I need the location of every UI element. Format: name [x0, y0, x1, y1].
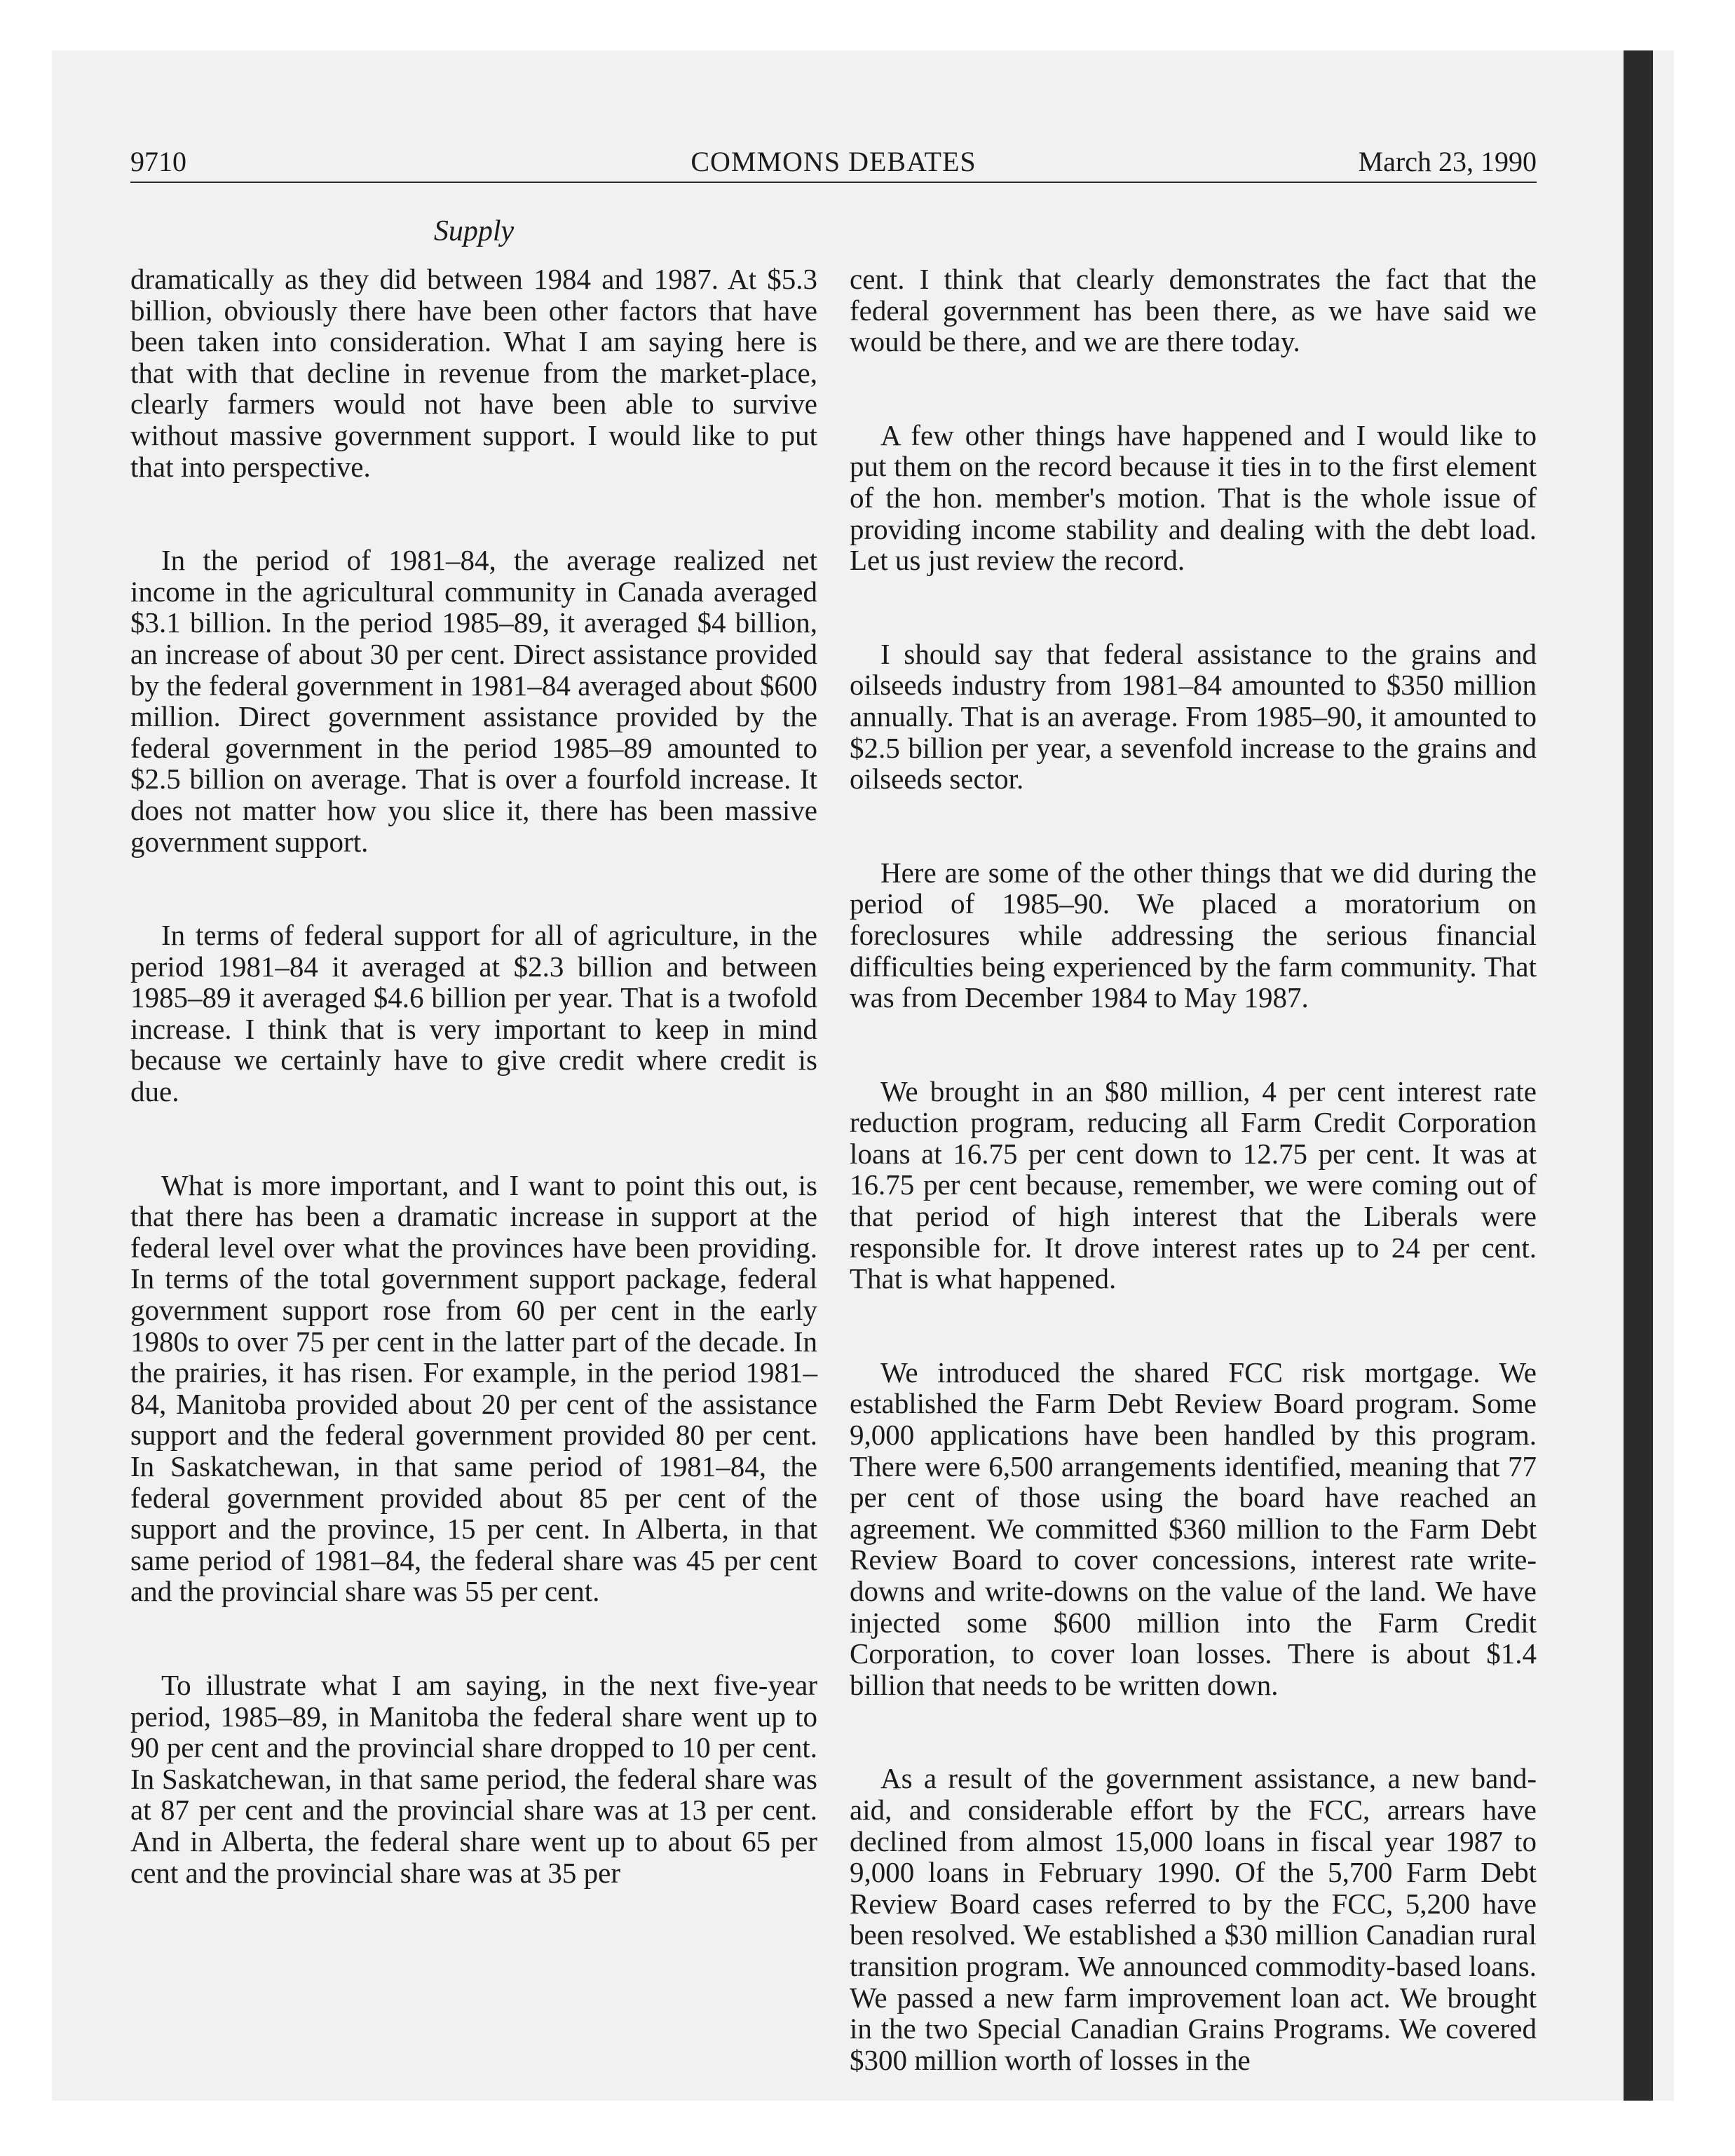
paragraph: A few other things have happened and I would like to put them on the record because it ties in to the first element of the hon. member's motion. That is the whole issue of providing income stability and dealing with the debt load. Let us just review the record. [850, 418, 1537, 577]
paragraph: What is more important, and I want to point this out, is that there has been a dramatic increase in support at the federal level over what the provinces have been providing. In terms of the total government support package, federal government support rose from 60 per cent in the early 1980s to over 75 per cent in the latter part of the decade. In the prairies, it has risen. For example, in the period 1981–84, Manitoba provided about 20 per cent of the assistance support and the federal government provided 80 per cent. In Saskatchewan, in that same period of 1981–84, the federal government provided about 85 per cent of the support and the province, 15 per cent. In Alberta, in that same period of 1981–84, the federal share was 45 per cent and the provincial share was 55 per cent. [130, 1168, 817, 1608]
paragraph: dramatically as they did between 1984 and 1987. At $5.3 billion, obviously there have been other factors that have been taken into consideration. What I am saying here is that with that decline in revenue from the market-place, clearly farmers would not have been able to survive without massive government support. I would like to put that into perspective. [130, 263, 817, 483]
paragraph: As a result of the government assistance, a new band-aid, and considerable effort by the FCC, arrears have declined from almost 15,000 loans in fiscal year 1987 to 9,000 loans in February 1990. Of the 5,700 Farm Debt Review Board cases referred to by the FCC, 5,200 have been resolved. We established a $30 million Canadian rural transition program. We announced commodity-based loans. We passed a new farm improvement loan act. We brought in the two Special Canadian Grains Programs. We covered $300 million worth of losses in the [850, 1762, 1537, 2076]
paragraph: We introduced the shared FCC risk mortgage. We established the Farm Debt Review Board program. Some 9,000 applications have been handled by this program. There were 6,500 arrangements identified, meaning that 77 per cent of those using the board have reached an agreement. We committed $360 million to the Farm Debt Review Board to cover concessions, interest rate write-downs and write-downs on the value of the land. We have injected some $600 million into the Farm Credit Corporation, to cover loan losses. There is about $1.4 billion that needs to be written down. [850, 1356, 1537, 1701]
section-title: Supply [433, 215, 515, 247]
page-number: 9710 [130, 146, 186, 177]
paragraph: We brought in an $80 million, 4 per cent interest rate reduction program, reducing all Farm Credit Corporation loans at 16.75 per cent down to 12.75 per cent. It was at 16.75 per cent because, remember, we were coming out of that period of high interest that the Liberals were responsible for. It drove interest rates up to 24 per cent. That is what happened. [850, 1074, 1537, 1295]
paragraph: cent. I think that clearly demonstrates the fact that the federal government has been there, as we have said we would be there, and we are there today. [850, 263, 1537, 358]
paragraph: In terms of federal support for all of agriculture, in the period 1981–84 it averaged at $2.3 billion and between 1985–89 it averaged $4.6 billion per year. That is a twofold increase. I think that is very important to keep in mind because we certainly have to give credit where credit is due. [130, 919, 817, 1108]
publication-title: COMMONS DEBATES [690, 146, 977, 177]
binding-edge [1624, 50, 1653, 2101]
left-column [130, 264, 817, 1888]
paragraph: In the period of 1981–84, the average realized net income in the agricultural community in Canada averaged $3.1 billion. In the period 1985–89, it averaged $4 billion, an increase of about 30 per cent. Direct assistance provided by the federal government in 1981–84 averaged about $600 million. Direct government assistance provided by the federal government in the period 1985–89 amounted to $2.5 billion on average. That is over a fourfold increase. It does not matter how you slice it, there has been massive government support. [130, 544, 817, 858]
running-header [130, 142, 1537, 183]
publication-date: March 23, 1990 [1358, 146, 1537, 177]
right-column [850, 264, 1537, 2075]
paragraph: Here are some of the other things that we did during the period of 1985–90. We placed a moratorium on foreclosures while addressing the serious financial difficulties being experienced by the farm community. That was from December 1984 to May 1987. [850, 856, 1537, 1014]
paragraph: To illustrate what I am saying, in the next five-year period, 1985–89, in Manitoba the federal share went up to 90 per cent and the provincial share dropped to 10 per cent. In Saskatchewan, in that same period, the federal share was at 87 per cent and the provincial share was at 13 per cent. And in Alberta, the federal share went up to about 65 per cent and the provincial share was at 35 per [130, 1668, 817, 1889]
paragraph: I should say that federal assistance to the grains and oilseeds industry from 1981–84 amounted to $350 million annually. That is an average. From 1985–90, it amounted to $2.5 billion per year, a sevenfold increase to the grains and oilseeds sector. [850, 637, 1537, 796]
